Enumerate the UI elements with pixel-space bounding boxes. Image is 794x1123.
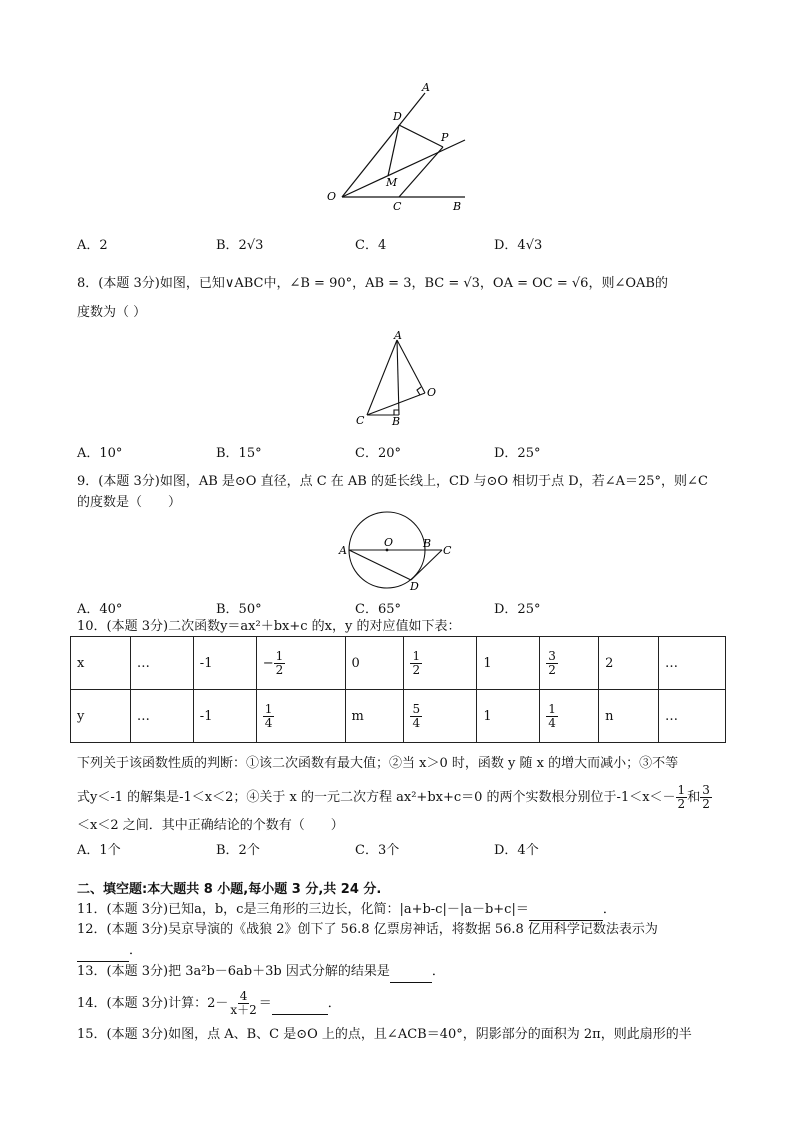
q9-option-b: B．50° bbox=[216, 602, 262, 617]
numerator: 1 bbox=[275, 648, 284, 663]
table-cell: -1 bbox=[193, 690, 256, 743]
q7-options bbox=[77, 234, 677, 252]
q12-text: 12．(本题 3分)吴京导演的《战狼 2》创下了 56.8 亿票房神话，将数据 56.8 亿用科学记数法表示为 bbox=[77, 922, 658, 937]
table-cell: − $\frac{1}{2}$ bbox=[256, 637, 345, 690]
table-cell: … bbox=[130, 690, 193, 743]
q9-label-c: C bbox=[443, 544, 452, 557]
fraction: $\frac{1}{4}$ bbox=[548, 701, 556, 730]
fraction: $\frac{1}{2}$ bbox=[677, 783, 686, 811]
fraction: $\frac{3}{2}$ bbox=[548, 648, 556, 677]
q7-label-b: B bbox=[453, 200, 462, 213]
q8-label-b: B bbox=[392, 415, 401, 428]
q9-label-o: O bbox=[384, 536, 394, 549]
q9-label-a: A bbox=[339, 544, 347, 557]
q7-option-d: D．4√3 bbox=[494, 238, 543, 253]
q7-label-a: A bbox=[422, 81, 430, 94]
table-cell-label: y bbox=[71, 690, 131, 743]
q10-row-y bbox=[71, 690, 726, 743]
answer-blank bbox=[529, 900, 603, 921]
table-cell-label: x bbox=[71, 637, 131, 690]
q8-option-a: A．10° bbox=[77, 446, 123, 461]
table-cell: n bbox=[599, 690, 659, 743]
q9-options bbox=[77, 598, 677, 616]
q7-label-d: D bbox=[393, 110, 402, 123]
q8-stem-line2: 度数为（ ） bbox=[77, 305, 147, 320]
q10-para-line2b: 和 bbox=[687, 790, 701, 805]
q10-option-d: D．4个 bbox=[494, 843, 539, 858]
table-cell bbox=[404, 690, 477, 743]
q9-option-a: A．40° bbox=[77, 602, 123, 617]
q8-option-d: D．25° bbox=[494, 446, 541, 461]
table-cell: 0 bbox=[345, 637, 404, 690]
table-cell: 1 bbox=[477, 637, 540, 690]
q14-prefix: 14．(本题 3分)计算：2－ bbox=[77, 996, 229, 1011]
q10-para-line2 bbox=[77, 784, 712, 811]
q8-option-b: B．15° bbox=[216, 446, 262, 461]
q9-option-d: D．25° bbox=[494, 602, 541, 617]
fraction: $\frac{5}{4}$ bbox=[412, 701, 421, 730]
table-cell bbox=[540, 690, 599, 743]
q9-label-b: B bbox=[423, 537, 432, 550]
q7-option-b: B．2√3 bbox=[216, 238, 264, 253]
q8-label-a: A bbox=[394, 330, 402, 342]
q13: 13．(本题 3分)把 3a²b－6ab＋3b 因式分解的结果是 ． bbox=[77, 962, 445, 983]
answer-blank bbox=[272, 994, 328, 1015]
table-cell bbox=[256, 690, 345, 743]
table-cell: 1 bbox=[477, 690, 540, 743]
table-cell: … bbox=[659, 690, 726, 743]
q14: 14．(本题 3分)计算：2－ $\frac{4}{x+2}$ ＝ ． bbox=[77, 989, 341, 1017]
q7-figure bbox=[320, 78, 480, 218]
q9-option-c: C．65° bbox=[355, 602, 401, 617]
q8-options bbox=[77, 442, 677, 460]
q7-option-c: C．4 bbox=[355, 238, 387, 253]
q7-segment-pc bbox=[399, 147, 443, 197]
q9-label-d: D bbox=[410, 580, 419, 593]
fraction: $\frac{1}{4}$ bbox=[264, 701, 273, 730]
table-cell: … bbox=[659, 637, 726, 690]
q9-stem-line1: 9．(本题 3分)如图，AB 是⊙O 直径，点 C 在 AB 的延长线上，CD 与⊙O 相切于点 D，若∠A＝25°，则∠C bbox=[77, 474, 708, 489]
q7-segment-dp bbox=[399, 125, 443, 147]
q14-eq: ＝ bbox=[258, 996, 272, 1011]
table-cell: 2 bbox=[599, 637, 659, 690]
table-cell: -1 bbox=[193, 637, 256, 690]
q11-text: 11．(本题 3分)已知a，b，c是三角形的三边长，化简：|a+b-c|－|a－b+c|＝ bbox=[77, 902, 529, 917]
q13-text: 13．(本题 3分)把 3a²b－6ab＋3b 因式分解的结果是 bbox=[77, 964, 390, 979]
q8-figure bbox=[350, 330, 440, 428]
q9-figure bbox=[338, 510, 458, 594]
q8-stem-line1: 8．(本题 3分)如图，已知∨ABC中，∠B = 90°，AB = 3，BC = √3，OA = OC = √6，则∠OAB的 bbox=[77, 276, 668, 291]
table-cell: … bbox=[130, 637, 193, 690]
answer-blank bbox=[77, 941, 129, 962]
q12-blank-line: ． bbox=[77, 941, 142, 962]
q8-option-c: C．20° bbox=[355, 446, 401, 461]
answer-blank bbox=[390, 962, 432, 983]
table-cell bbox=[540, 637, 599, 690]
q10-para-line1: 下列关于该函数性质的判断：①该二次函数有最大值；②当 x＞0 时，函数 y 随 x 的增大而减小；③不等 bbox=[77, 756, 679, 771]
q7-option-a: A．2 bbox=[77, 238, 108, 253]
denominator: 2 bbox=[275, 662, 284, 677]
q7-label-p: P bbox=[441, 131, 449, 144]
q10-para-line2a: 式y＜-1 的解集是-1＜x＜2；④关于 x 的一元二次方程 ax²+bx+c＝0 的两个实数根分别位于-1＜x＜－ bbox=[77, 790, 676, 805]
q7-label-c: C bbox=[393, 200, 402, 213]
q10-option-a: A．1个 bbox=[77, 843, 121, 858]
q10-para-line3: ＜x＜2 之间．其中正确结论的个数有（ ） bbox=[77, 818, 344, 833]
table-cell bbox=[404, 637, 477, 690]
q7-label-o: O bbox=[327, 190, 337, 203]
section-heading: 二、填空题:本大题共 8 小题,每小题 3 分,共 24 分. bbox=[77, 882, 382, 897]
q10-stem: 10．(本题 3分)二次函数y＝ax²＋bx+c 的x，y 的对应值如下表： bbox=[77, 619, 461, 634]
q11: 11．(本题 3分)已知a，b，c是三角形的三边长，化简：|a+b-c|－|a－b+c|＝ ． bbox=[77, 900, 616, 921]
q8-label-c: C bbox=[356, 414, 365, 427]
q8-label-o: O bbox=[427, 386, 437, 399]
q7-label-m: M bbox=[386, 176, 398, 189]
q10-option-c: C．3个 bbox=[355, 843, 400, 858]
q9-stem-line2: 的度数是（ ） bbox=[77, 495, 182, 510]
q15-text: 15．(本题 3分)如图，点 A、B、C 是⊙O 上的点，且∠ACB＝40°，阴影部分的面积为 2π，则此扇形的半 bbox=[77, 1027, 692, 1042]
q10-row-x bbox=[71, 637, 726, 690]
q10-options bbox=[77, 839, 677, 857]
table-cell: m bbox=[345, 690, 404, 743]
fraction: $\frac{1}{2}$ bbox=[412, 648, 421, 677]
fraction: $\frac{3}{2}$ bbox=[702, 783, 710, 811]
q7-ray-op bbox=[342, 140, 465, 197]
q10-value-table bbox=[70, 636, 726, 743]
q10-option-b: B．2个 bbox=[216, 843, 260, 858]
fraction: $\frac{4}{x+2}$ bbox=[230, 989, 257, 1017]
fraction bbox=[274, 650, 286, 677]
